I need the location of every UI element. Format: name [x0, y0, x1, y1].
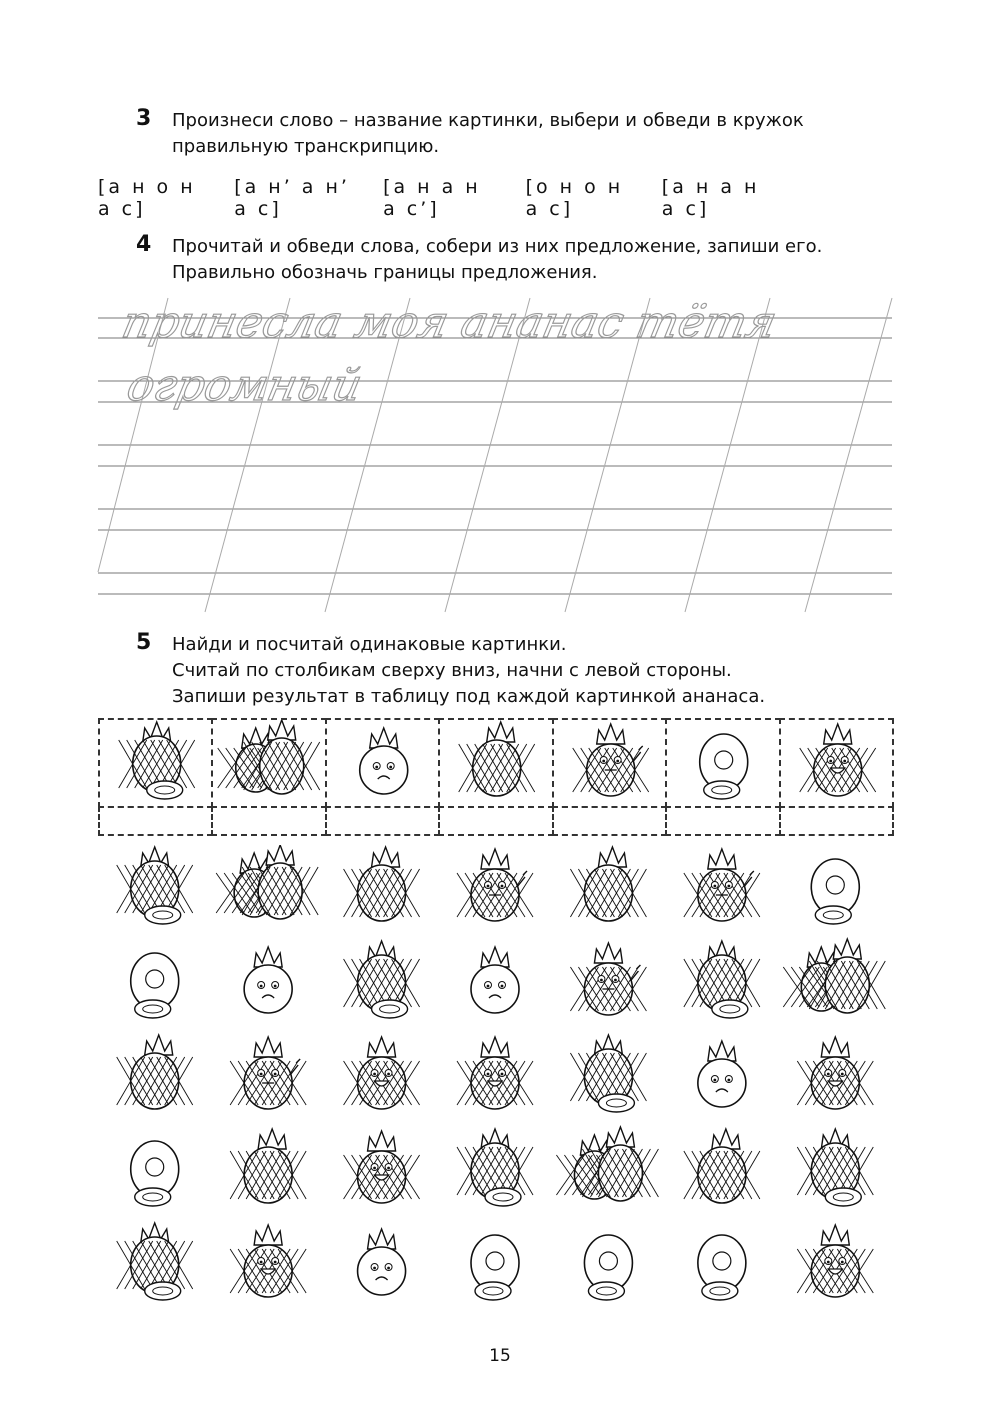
pineapple-icon	[117, 1035, 193, 1109]
legend-picture-cell	[779, 718, 894, 808]
task-number: 4	[136, 232, 152, 257]
pineapple-icon	[327, 720, 440, 806]
pineapple-icon	[457, 1129, 533, 1206]
pineapple-icon	[244, 947, 292, 1013]
pineapple-icon	[684, 941, 760, 1018]
pineapple-icon	[457, 1037, 533, 1109]
answer-cell[interactable]	[779, 806, 894, 836]
transcription-option[interactable]: [а н а н а с’]	[383, 176, 481, 220]
pineapple-icon	[117, 1223, 193, 1300]
pineapple-icon	[230, 1225, 306, 1297]
pineapple-icon	[797, 1225, 873, 1297]
pineapple-icon	[131, 953, 179, 1018]
answer-table	[98, 718, 892, 836]
pineapple-icon	[457, 849, 533, 921]
answer-cell[interactable]	[665, 806, 780, 836]
transcription-option[interactable]: [о н о н а с]	[525, 176, 624, 220]
answer-cell[interactable]	[98, 806, 213, 836]
task-number: 3	[136, 106, 152, 131]
pineapple-icon	[100, 720, 213, 806]
legend-picture-cell	[211, 718, 326, 808]
pineapple-icon	[684, 849, 760, 921]
task-instruction-line: Произнеси слово – название картинки, выбери и обведи в кружок	[172, 110, 804, 131]
pineapple-icon	[783, 939, 885, 1013]
task-instruction-line: Запиши результат в таблицу под каждой картинкой ананаса.	[172, 686, 766, 707]
transcription-option[interactable]: [а н’ а н’ а с]	[234, 176, 350, 220]
handwriting-ruled-area[interactable]	[0, 0, 1000, 620]
pineapple-icon	[797, 1129, 873, 1206]
pineapple-icon	[781, 720, 894, 806]
pineapple-icon	[570, 847, 646, 921]
legend-picture-cell	[438, 718, 553, 808]
pineapple-icon	[117, 847, 193, 924]
pineapple-icon	[698, 1235, 746, 1300]
task-number: 5	[136, 630, 152, 655]
task-instruction-line: Считай по столбикам сверху вниз, начни с левой стороны.	[172, 660, 732, 681]
transcription-option[interactable]: [а н о н а с]	[98, 176, 196, 220]
pineapple-icon	[471, 947, 519, 1013]
pineapple-icon	[667, 720, 780, 806]
handwriting-line-2: огромный	[122, 360, 367, 411]
pineapple-icon	[797, 1037, 873, 1109]
pineapple-icon	[230, 1129, 306, 1203]
pineapple-icon	[440, 720, 553, 806]
page-number: 15	[489, 1346, 511, 1366]
answer-cell[interactable]	[211, 806, 326, 836]
pineapple-icon	[471, 1235, 519, 1300]
pineapple-icon	[344, 1131, 420, 1203]
pineapple-icon	[131, 1141, 179, 1206]
pineapple-icon	[698, 1041, 746, 1107]
task-instruction-line: Правильно обозначь границы предложения.	[172, 262, 598, 283]
task-instruction-line: Прочитай и обведи слова, собери из них предложение, запиши его.	[172, 236, 823, 257]
pineapple-grid	[98, 845, 892, 1315]
pineapple-icon	[344, 1037, 420, 1109]
pineapple-icon	[358, 1229, 406, 1295]
transcription-option[interactable]: [а н а н а с]	[661, 176, 760, 220]
legend-picture-cell	[552, 718, 667, 808]
answer-cell[interactable]	[552, 806, 667, 836]
pineapple-icon	[570, 943, 646, 1015]
pineapple-icon	[230, 1037, 306, 1109]
legend-picture-cell	[98, 718, 213, 808]
pineapple-icon	[344, 847, 420, 921]
task-instruction-line: правильную транскрипцию.	[172, 136, 440, 157]
pineapple-icon	[684, 1129, 760, 1203]
answer-cell[interactable]	[325, 806, 440, 836]
task-instruction-line: Найди и посчитай одинаковые картинки.	[172, 634, 567, 655]
legend-picture-cell	[325, 718, 440, 808]
pineapple-icon	[584, 1235, 632, 1300]
pineapple-icon	[570, 1035, 646, 1112]
pineapple-icon	[344, 941, 420, 1018]
pineapple-icon	[556, 1127, 658, 1201]
handwriting-line-1: принесла моя ананас тётя	[117, 297, 782, 348]
legend-picture-cell	[665, 718, 780, 808]
pineapple-icon	[811, 859, 859, 924]
pineapple-icon	[216, 845, 318, 919]
pineapple-icon	[213, 720, 326, 806]
pineapple-icon	[554, 720, 667, 806]
answer-cell[interactable]	[438, 806, 553, 836]
